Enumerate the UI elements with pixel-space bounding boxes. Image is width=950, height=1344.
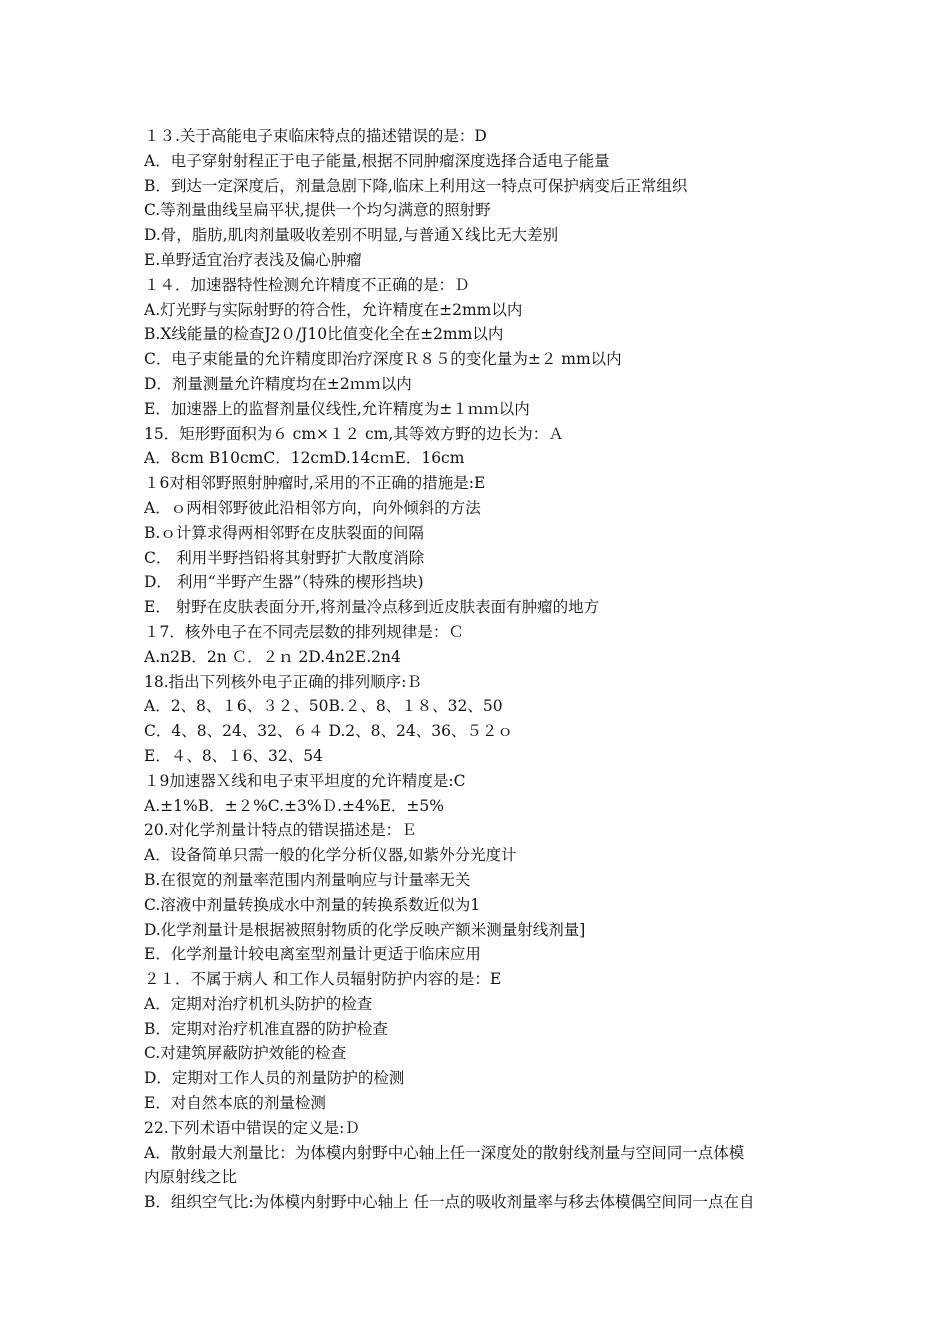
text-line-q16-d: D． 利用“半野产生器”（特殊的楔形挡块) [144,573,424,592]
text-line-q18-cd: C．4、8、24、32、６４ D.2、8、24、36、５２ｏ [144,722,513,741]
text-line-q14-b: B.X线能量的检查J2０/J10比值变化全在±2mm以内 [144,325,504,344]
text-line-q20: 20.对化学剂量计特点的错误描述是：Ｅ [144,821,417,840]
text-line-q22: 22.下列术语中错误的定义是:Ｄ [144,1118,360,1137]
text-line-q19: １9加速器Ｘ线和电子束平坦度的允许精度是:C [144,771,466,790]
text-line-q21-a: A．定期对治疗机机头防护的检查 [144,994,373,1013]
text-line-q14-d: D．剂量测量允许精度均在±2ｍｍ以内 [144,374,412,393]
text-line-q13-d: D.骨，脂肪,肌肉剂量吸收差别不明显,与普通Ｘ线比无大差别 [144,226,559,245]
text-line-q22-a-cont: 内原射线之比 [144,1168,238,1187]
text-line-q14-c: C．电子束能量的允许精度即治疗深度Ｒ８５的变化量为±２ mm以内 [144,350,622,369]
text-line-q21-e: E．对自然本底的剂量检测 [144,1094,326,1113]
text-line-q13-e: E.单野适宜治疗表浅及偏心肿瘤 [144,250,362,269]
text-line-q16-c: C． 利用半野挡铅将其射野扩大散度消除 [144,548,425,567]
text-line-q16-b: B.ｏ计算求得两相邻野在皮肤裂面的间隔 [144,523,424,542]
text-line-q21-d: D．定期对工作人员的剂量防护的检测 [144,1069,405,1088]
text-line-q14: １４．加速器特性检测允许精度不正确的是：Ｄ [144,275,470,294]
text-line-q20-e: E．化学剂量计较电离室型剂量计更适于临床应用 [144,945,481,964]
text-line-q13-a: A．电子穿射射程正于电子能量,根据不同肿瘤深度选择合适电子能量 [144,151,610,170]
text-line-q18-ab: A．2、8、１6、３２、50B.２、8、１８、32、50 [144,697,503,716]
text-line-q16-e: E． 射野在皮肤表面分开,将剂量冷点移到近皮肤表面有肿瘤的地方 [144,598,600,617]
exam-question-text [144,124,814,1215]
text-line-q20-b: B.在很宽的剂量率范围内剂量响应与计量率无关 [144,870,471,889]
text-line-q15: 15．矩形野面积为６ cm×１２ cm,其等效方野的边长为：Ａ [144,424,564,443]
text-line-q13: １３.关于高能电子束临床特点的描述错误的是：D [144,127,487,145]
text-line-q15-options: A．8cm B10cmC．12cmD.14cｍE．16cm [144,449,465,468]
text-line-q22-a: A．散射最大剂量比：为体模内射野中心轴上任一深度处的散射线剂量与空间同一点体模 [144,1143,745,1162]
text-line-q17-options: A.n2B．2n Ｃ．２ｎ 2D.4n2E.2n4 [144,647,401,666]
text-line-q13-c: C.等剂量曲线呈扁平状,提供一个均匀满意的照射野 [144,201,491,220]
text-line-q17: １7．核外电子在不同壳层数的排列规律是：Ｃ [144,622,464,641]
text-line-q16-a: A．ｏ两相邻野彼此沿相邻方向，向外倾斜的方法 [144,498,481,517]
text-line-q14-a: A.灯光野与实际射野的符合性，允许精度在±2mm以内 [144,300,523,319]
text-line-q21: ２１．不属于病人 和工作人员辐射防护内容的是：E [144,970,502,989]
text-line-q20-c: C.溶液中剂量转换成水中剂量的转换系数近似为1 [144,895,481,914]
text-line-q18: 18.指出下列核外电子正确的排列顺序:Ｂ [144,672,422,691]
text-line-q14-e: E．加速器上的监督剂量仪线性,允许精度为±１ｍｍ以内 [144,399,530,418]
text-line-q16: １6对相邻野照射肿瘤时,采用的不正确的措施是:E [144,474,486,493]
text-line-q18-e: E．４、8、１6、32、54 [144,746,323,765]
text-line-q21-b: B．定期对治疗机准直器的防护检查 [144,1019,388,1038]
text-line-q19-options: A.±1%B．±２%C.±3%Ｄ.±4%E．±5% [144,796,445,815]
text-line-q21-c: C.对建筑屏蔽防护效能的检查 [144,1044,347,1063]
text-line-q20-a: A．设备简单只需一般的化学分析仪器,如紫外分光度计 [144,846,517,865]
text-line-q20-d: D.化学剂量计是根据被照射物质的化学反映产额米测量射线剂量] [144,920,586,939]
text-line-q22-b: B．组织空气比:为体模内射野中心轴上 任一点的吸收剂量率与移去体模偶空间同一点在自 [144,1193,755,1212]
text-line-q13-b: B．到达一定深度后，剂量急剧下降,临床上利用这一特点可保护病变后正常组织 [144,176,688,195]
